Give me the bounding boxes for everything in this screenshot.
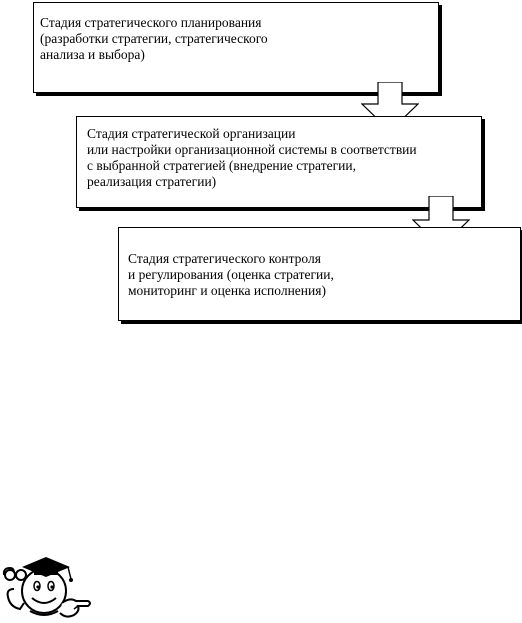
graduate-smiley-icon (0, 553, 96, 623)
stage-planning-line-3: анализа и выбора) (40, 47, 145, 62)
stage-organization-line-3: с выбранной стратегией (внедрение стратегии, (87, 158, 356, 173)
stage-organization-box (76, 116, 482, 208)
stage-planning-box (33, 2, 439, 93)
stage-organization-line-2: или настройки организационной системы в соответствии (87, 142, 417, 157)
stage-planning-line-1: Стадия стратегического планирования (40, 15, 262, 30)
stage-control-line-1: Стадия стратегического контроля (128, 251, 321, 266)
stage-organization-line-4: реализация стратегии) (87, 174, 217, 189)
stage-control-line-3: мониторинг и оценка исполнения) (128, 283, 326, 298)
stage-control-line-2: и регулирования (оценка стратегии, (128, 267, 334, 282)
stage-planning-line-2: (разработки стратегии, стратегического (40, 31, 268, 46)
stage-organization-line-1: Стадия стратегической организации (87, 126, 296, 141)
stage-control-box (118, 227, 521, 321)
